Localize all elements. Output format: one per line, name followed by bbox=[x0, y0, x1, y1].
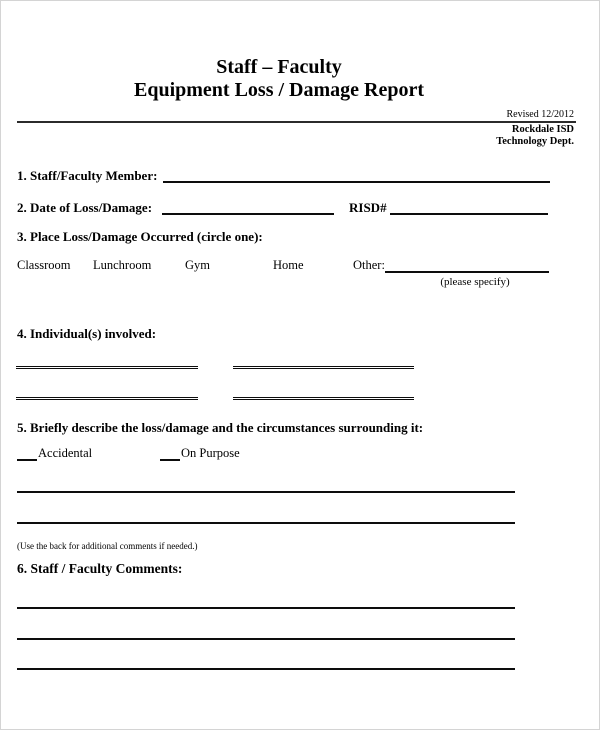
date-of-loss-label: 2. Date of Loss/Damage: bbox=[17, 200, 153, 215]
individuals-involved-label: 4. Individual(s) involved: bbox=[17, 326, 157, 341]
staff-member-label: 1. Staff/Faculty Member: bbox=[17, 168, 158, 183]
risd-number-input-line[interactable] bbox=[390, 213, 548, 215]
department-name: Technology Dept. bbox=[496, 136, 574, 147]
comments-input-line-3[interactable] bbox=[17, 668, 515, 670]
comments-input-line-2[interactable] bbox=[17, 638, 515, 640]
option-other-label[interactable]: Other: bbox=[353, 258, 385, 272]
option-home[interactable]: Home bbox=[273, 258, 304, 272]
individual-input-line-2[interactable] bbox=[233, 366, 414, 369]
description-input-line-2[interactable] bbox=[17, 522, 515, 524]
accidental-option-label[interactable]: Accidental bbox=[38, 446, 93, 460]
option-lunchroom[interactable]: Lunchroom bbox=[93, 258, 152, 272]
use-back-note: (Use the back for additional comments if needed.) bbox=[17, 541, 198, 551]
other-specify-input-line[interactable] bbox=[385, 271, 549, 273]
please-specify-note: (please specify) bbox=[440, 276, 510, 288]
form-title-line1: Staff – Faculty bbox=[216, 56, 342, 78]
option-gym[interactable]: Gym bbox=[185, 258, 210, 272]
option-classroom[interactable]: Classroom bbox=[17, 258, 71, 272]
individual-input-line-1[interactable] bbox=[16, 366, 198, 369]
comments-input-line-1[interactable] bbox=[17, 607, 515, 609]
on-purpose-option-label[interactable]: On Purpose bbox=[181, 446, 240, 460]
describe-loss-label: 5. Briefly describe the loss/damage and the circumstances surrounding it: bbox=[17, 420, 424, 435]
risd-number-label: RISD# bbox=[349, 200, 387, 215]
form-title bbox=[1, 56, 557, 102]
individual-input-line-3[interactable] bbox=[16, 397, 198, 400]
place-occurred-label: 3. Place Loss/Damage Occurred (circle one): bbox=[17, 229, 263, 244]
comments-label: 6. Staff / Faculty Comments: bbox=[17, 561, 183, 576]
organization-name: Rockdale ISD bbox=[511, 124, 574, 135]
staff-member-input-line[interactable] bbox=[163, 181, 550, 183]
accidental-check-line[interactable] bbox=[17, 459, 37, 461]
header-rule bbox=[17, 121, 576, 123]
date-of-loss-input-line[interactable] bbox=[162, 213, 334, 215]
form-title-line2: Equipment Loss / Damage Report bbox=[133, 79, 424, 101]
on-purpose-check-line[interactable] bbox=[160, 459, 180, 461]
revised-date: Revised 12/2012 bbox=[506, 109, 574, 120]
description-input-line-1[interactable] bbox=[17, 491, 515, 493]
individual-input-line-4[interactable] bbox=[233, 397, 414, 400]
